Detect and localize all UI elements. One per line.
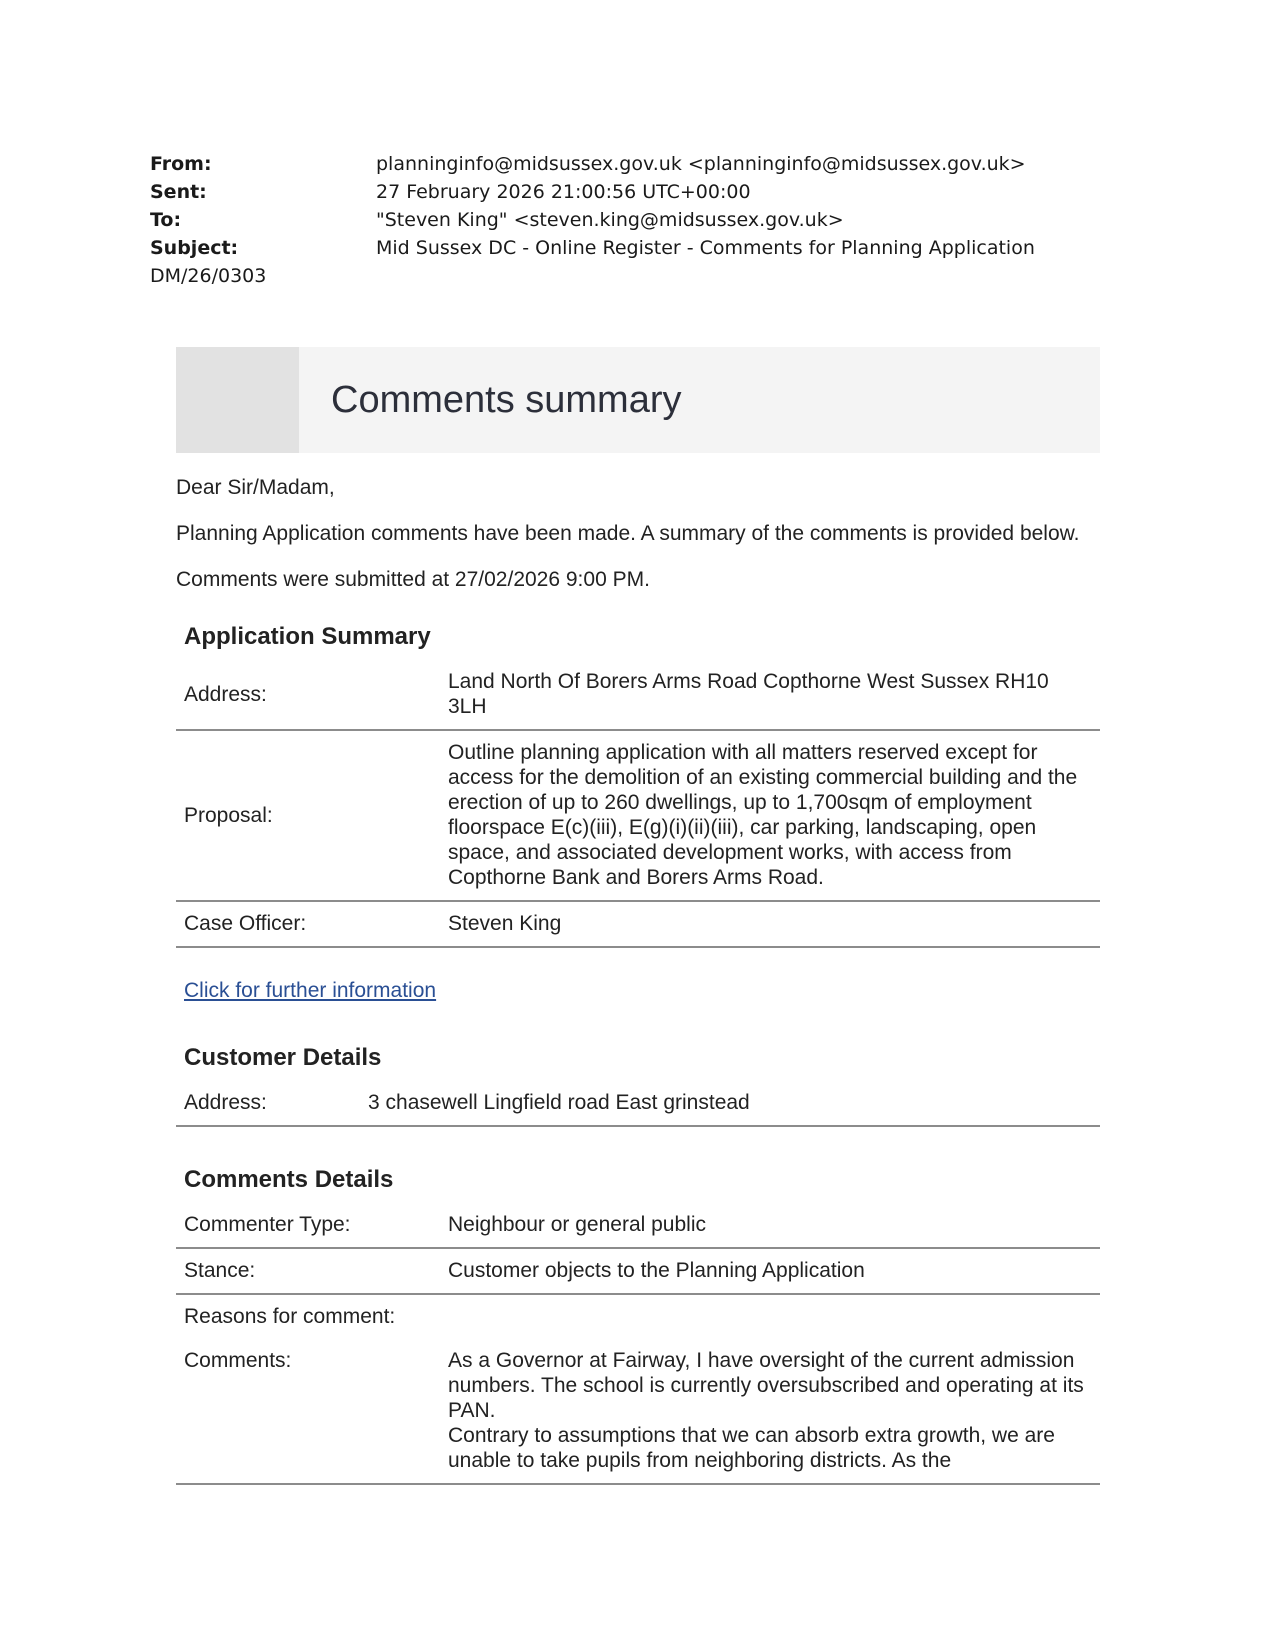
comments-value: As a Governor at Fairway, I have oversight of the current admission numbers. The school is currently oversubscribed and operating at its PAN. Contrary to assumptions that we can absorb extra growth, we are unable to take pupils from neighboring districts. As the xyxy=(440,1339,1100,1484)
to-row xyxy=(150,206,1110,234)
intro-message: Planning Application comments have been made. A summary of the comments is provided below. xyxy=(176,522,1080,545)
subject-row xyxy=(150,234,1110,262)
from-row xyxy=(150,150,1110,178)
table-row xyxy=(176,1294,1100,1339)
email-header xyxy=(150,150,1110,290)
table-row xyxy=(176,1081,1100,1126)
reasons-label: Reasons for comment: xyxy=(184,1305,396,1328)
sent-value: 27 February 2026 21:00:56 UTC+00:00 xyxy=(376,181,751,203)
comments-details-heading: Comments Details xyxy=(184,1166,394,1193)
table-row xyxy=(176,660,1100,730)
from-value: planninginfo@midsussex.gov.uk <planninginfo@midsussex.gov.uk> xyxy=(376,153,1026,175)
sent-row xyxy=(150,178,1110,206)
comments-details-table xyxy=(176,1203,1100,1485)
proposal-label: Proposal: xyxy=(176,730,440,901)
address-label: Address: xyxy=(176,660,440,730)
application-summary-table xyxy=(176,660,1100,948)
proposal-value: Outline planning application with all matters reserved except for access for the demolition of an existing commercial building and the erection of up to 260 dwellings, up to 1,700sqm of employment floorspace E(c)(iii), E(g)(i)(ii)(iii), car parking, landscaping, open space, and associated development works, with access from Copthorne Bank and Borers Arms Road. xyxy=(440,730,1100,901)
from-label: From: xyxy=(150,153,212,175)
case-officer-label: Case Officer: xyxy=(176,901,440,947)
subject-value: Mid Sussex DC - Online Register - Comments for Planning Application xyxy=(376,237,1035,259)
summary-banner xyxy=(176,347,1100,453)
customer-address-label: Address: xyxy=(176,1081,360,1126)
table-row xyxy=(176,730,1100,901)
further-info-link[interactable]: Click for further information xyxy=(184,979,437,1002)
subject-label: Subject: xyxy=(150,237,239,259)
further-info-row xyxy=(176,978,1100,1003)
subject-continuation: DM/26/0303 xyxy=(150,265,267,287)
address-value: Land North Of Borers Arms Road Copthorne West Sussex RH10 3LH xyxy=(440,660,1100,730)
table-row xyxy=(176,1339,1100,1484)
table-row xyxy=(176,901,1100,947)
case-officer-value: Steven King xyxy=(440,901,1100,947)
customer-details-table xyxy=(176,1081,1100,1127)
stance-label: Stance: xyxy=(176,1248,440,1294)
table-row xyxy=(176,1203,1100,1248)
to-label: To: xyxy=(150,209,182,231)
customer-address-value: 3 chasewell Lingfield road East grinstead xyxy=(360,1081,1100,1126)
application-summary-heading: Application Summary xyxy=(184,623,431,650)
sent-label: Sent: xyxy=(150,181,207,203)
to-value: "Steven King" <steven.king@midsussex.gov.uk> xyxy=(376,209,844,231)
stance-value: Customer objects to the Planning Application xyxy=(440,1248,1100,1294)
comments-email-body xyxy=(176,347,1100,1485)
customer-details-heading: Customer Details xyxy=(184,1044,382,1071)
submitted-time: Comments were submitted at 27/02/2026 9:00 PM. xyxy=(176,568,650,591)
commenter-type-value: Neighbour or general public xyxy=(440,1203,1100,1248)
table-row xyxy=(176,1248,1100,1294)
commenter-type-label: Commenter Type: xyxy=(176,1203,440,1248)
banner-side-block xyxy=(176,347,299,453)
comments-label: Comments: xyxy=(176,1339,440,1484)
greeting: Dear Sir/Madam, xyxy=(176,476,335,499)
page-title: Comments summary xyxy=(331,379,682,421)
